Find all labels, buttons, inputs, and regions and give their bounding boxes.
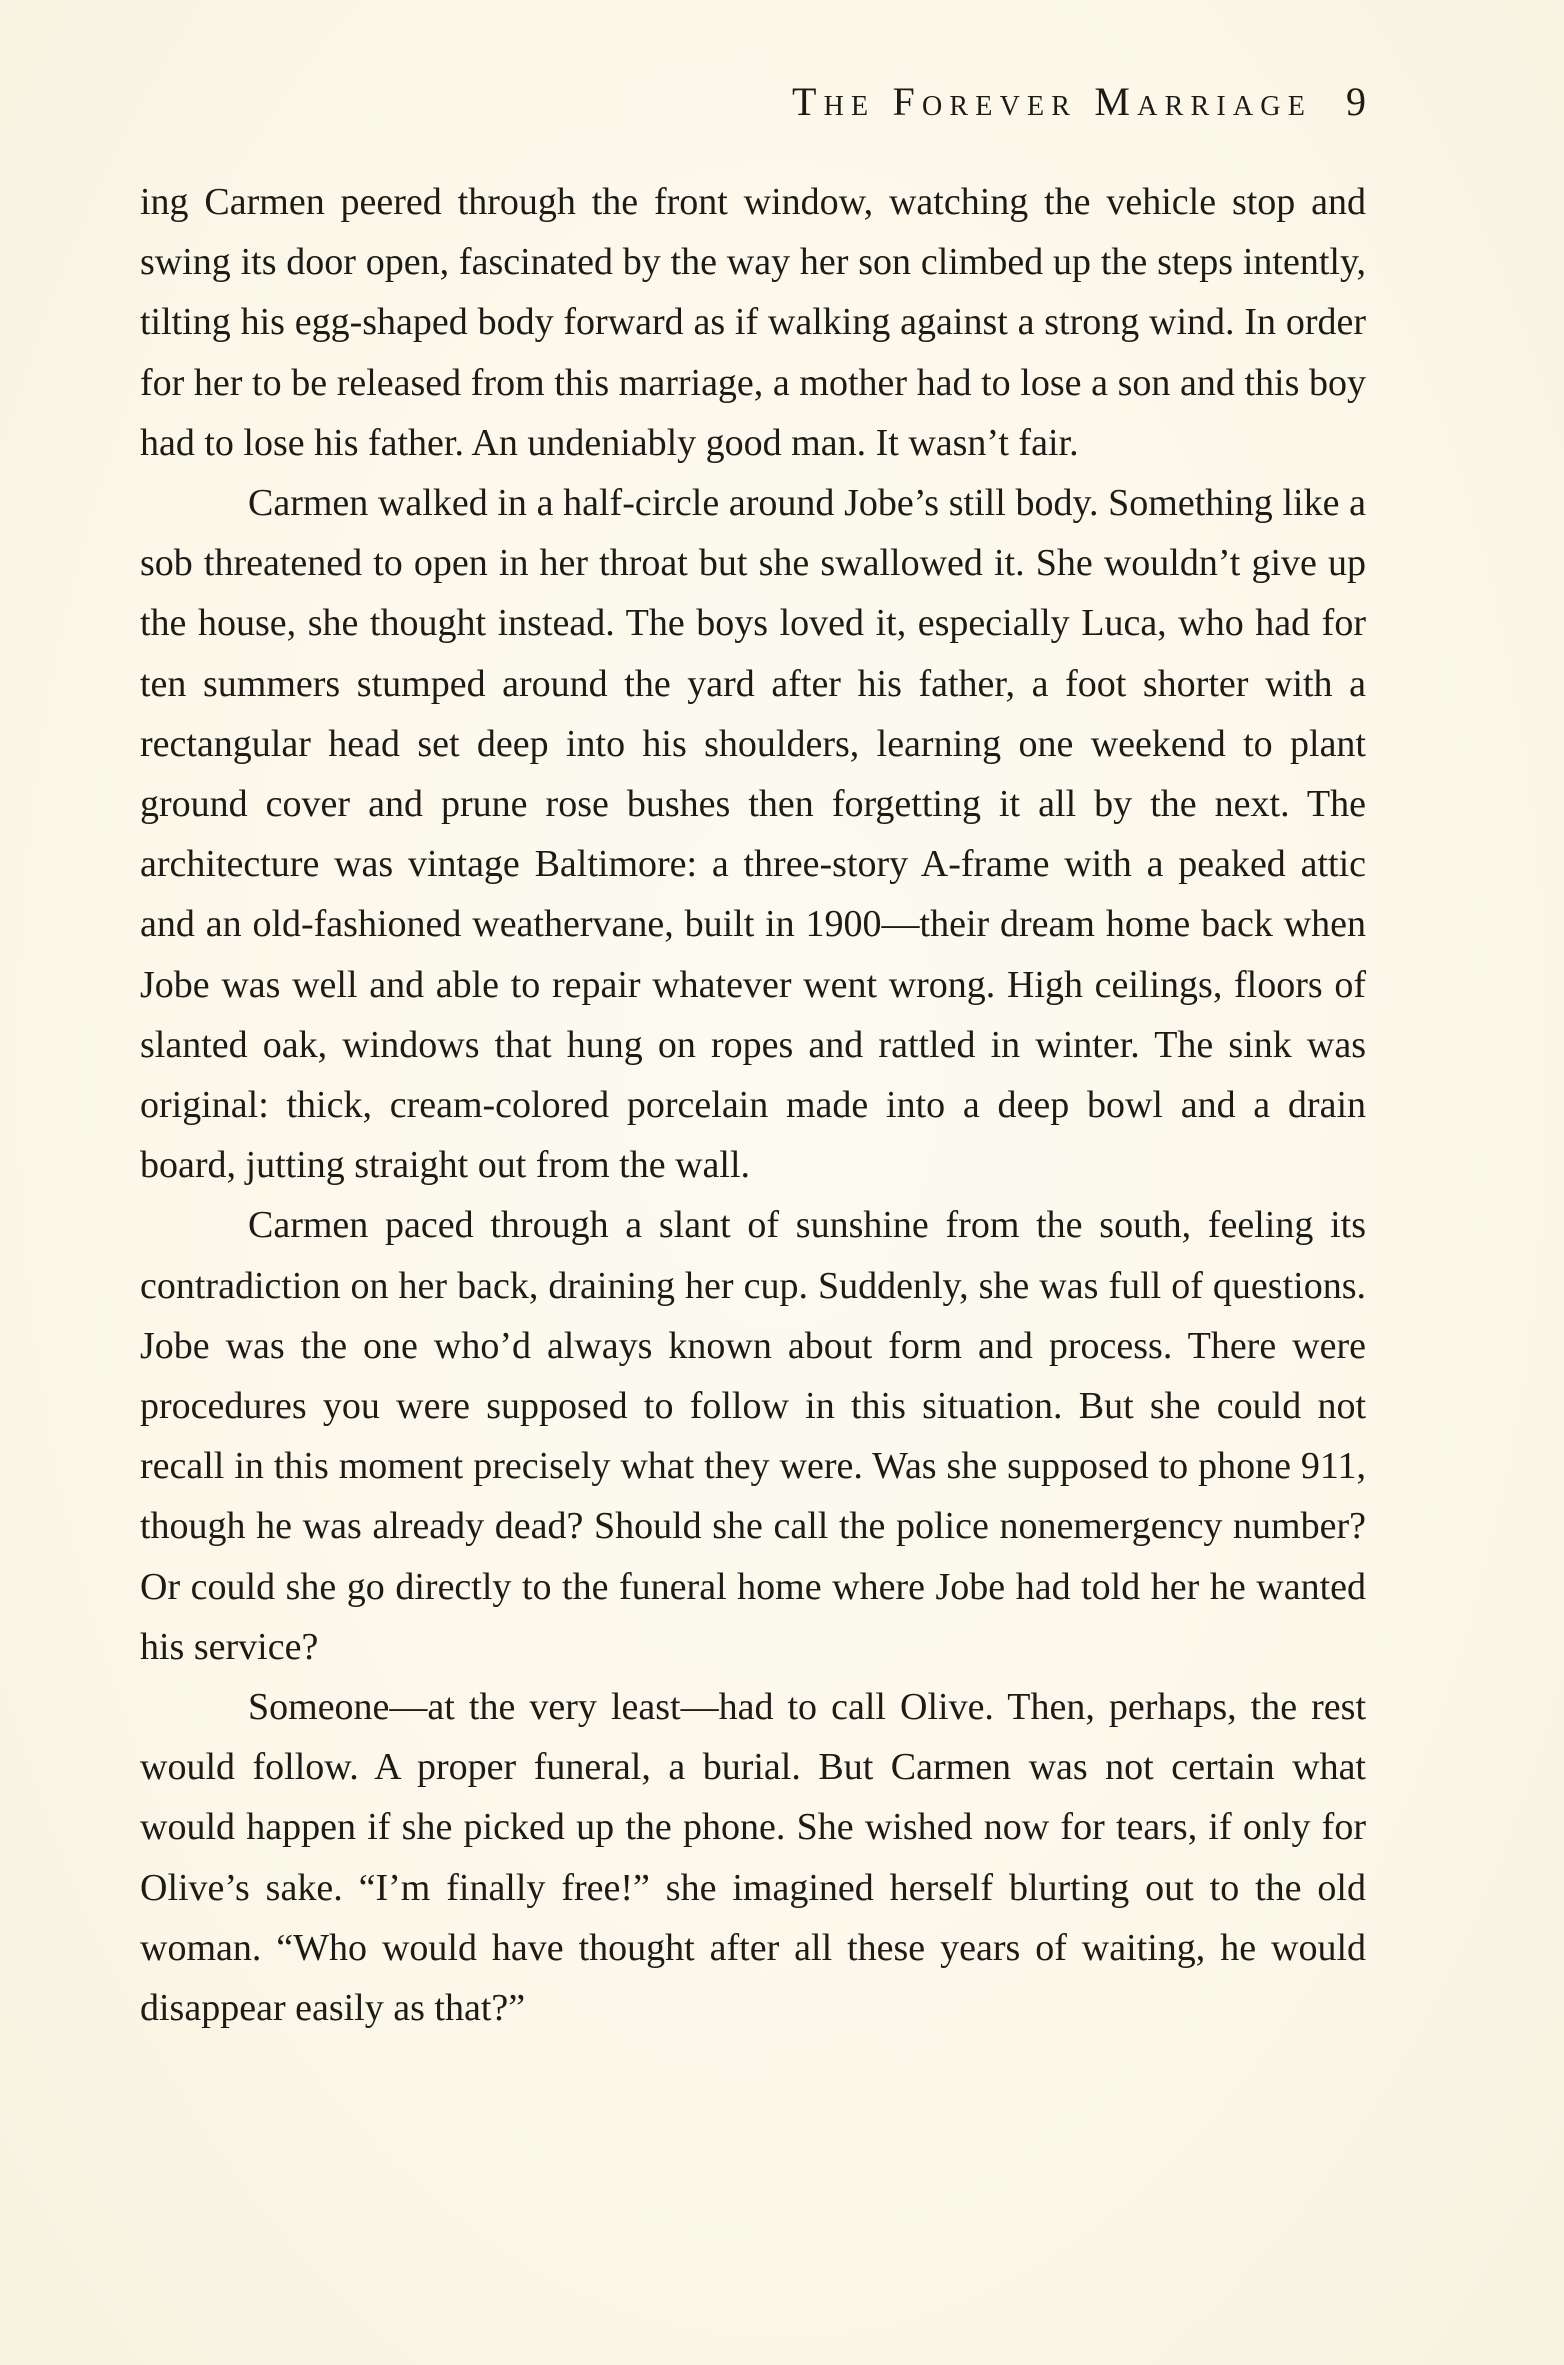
running-head xyxy=(440,72,1366,132)
body-text xyxy=(140,172,1366,2038)
book-title: The Forever Marriage xyxy=(791,79,1312,124)
paragraph: Someone—at the very least—had to call Olive. Then, perhaps, the rest would follow. A proper funeral, a burial. But Carmen was not certain what would happen if she picked up the phone. She wished now for tears, if only for Olive’s sake. “I’m finally free!” she imagined herself blurting out to the old woman. “Who would have thought after all these years of waiting, he would disappear easily as that?” xyxy=(140,1686,1366,2030)
paragraph: Carmen walked in a half-circle around Jobe’s still body. Something like a sob threatened to open in her throat but she swallowed it. She wouldn’t give up the house, she thought instead. The boys loved it, especially Luca, who had for ten summers stumped around the yard after his father, a foot shorter with a rectangular head set deep into his shoulders, learning one weekend to plant ground cover and prune rose bushes then forgetting it all by the next. The architecture was vintage Baltimore: a three-story A-frame with a peaked attic and an old-fashioned weathervane, built in 1900—their dream home back when Jobe was well and able to repair whatever went wrong. High ceilings, floors of slanted oak, windows that hung on ropes and rattled in winter. The sink was original: thick, cream-colored porcelain made into a deep bowl and a drain board, jutting straight out from the wall. xyxy=(140,482,1366,1187)
paragraph: Carmen paced through a slant of sunshine from the south, feeling its contradiction on her back, draining her cup. Suddenly, she was full of questions. Jobe was the one who’d always known about form and process. There were procedures you were supposed to follow in this situation. But she could not recall in this moment precisely what they were. Was she supposed to phone 911, though he was already dead? Should she call the police nonemergency number? Or could she go directly to the funeral home where Jobe had told her he wanted his service? xyxy=(140,1204,1366,1668)
paragraph-continued: ing Carmen peered through the front window, watching the vehicle stop and swing its door open, fascinated by the way her son climbed up the steps intently, tilting his egg-shaped body forward as if walking against a strong wind. In order for her to be released from this marriage, a mother had to lose a son and this boy had to lose his father. An undeniably good man. It wasn’t fair. xyxy=(140,181,1366,464)
page-number: 9 xyxy=(1346,79,1366,124)
